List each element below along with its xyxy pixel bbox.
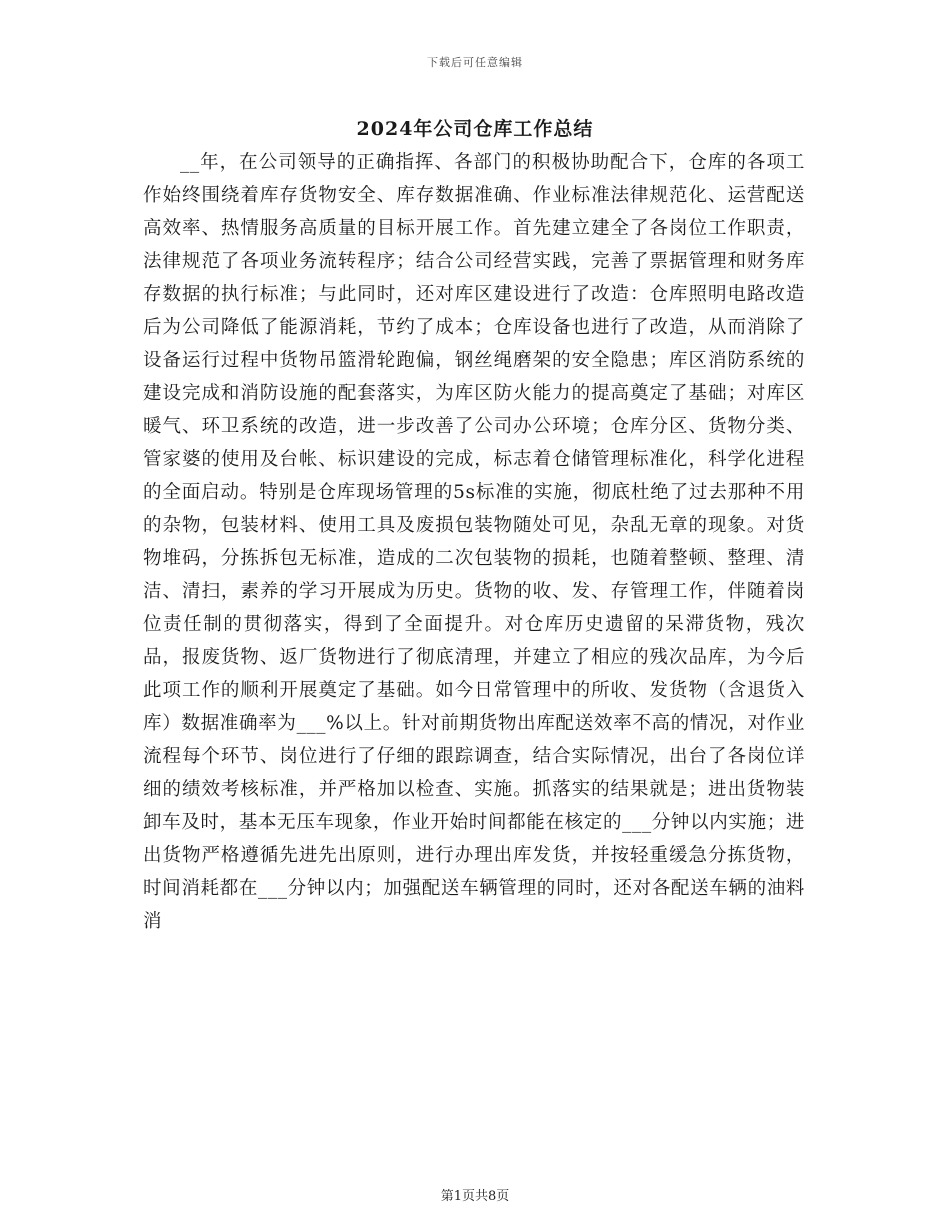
document-title: 2024年公司仓库工作总结 bbox=[356, 118, 594, 140]
page-number: 第1页共8页 bbox=[440, 1189, 510, 1204]
body-paragraph: __年，在公司领导的正确指挥、各部门的积极协助配合下，仓库的各项工作始终围绕着库存货物安全、库存数据准确、作业标准法律规范化、运营配送高效率、热情服务高质量的目标开展工作。首先建立建全了各岗位工作职责，法律规范了各项业务流转程序；结合公司经营实践，完善了票据管理和财务库存数据的执行标准；与此同时，还对库区建设进行了改造：仓库照明电路改造后为公司降低了能源消耗，节约了成本；仓库设备也进行了改造，从而消除了设备运行过程中货物吊篮滑轮跑偏，钢丝绳磨架的安全隐患；库区消防系统的建设完成和消防设施的配套落实，为库区防火能力的提高奠定了基础；对库区暖气、环卫系统的改造，进一步改善了公司办公环境；仓库分区、货物分类、管家婆的使用及台帐、标识建设的完成，标志着仓储管理标准化，科学化进程的全面启动。特别是仓库现场管理的5s标准的实施，彻底杜绝了过去那种不用的杂物，包装材料、使用工具及废损包装物随处可见，杂乱无章的现象。对货物堆码，分拣拆包无标准，造成的二次包装物的损耗，也随着整顿、整理、清洁、清扫，素养的学习开展成为历史。货物的收、发、存管理工作，伴随着岗位责任制的贯彻落实，得到了全面提升。对仓库历史遗留的呆滞货物，残次品，报废货物、返厂货物进行了彻底清理，并建立了相应的残次品库，为今后此项工作的顺利开展奠定了基础。如今日常管理中的所收、发货物（含退货入库）数据准确率为___%以上。针对前期货物出库配送效率不高的情况，对作业流程每个环节、岗位进行了仔细的跟踪调查，结合实际情况，出台了各岗位详细的绩效考核标准，并严格加以检查、实施。抓落实的结果就是；进出货物装卸车及时，基本无压车现象，作业开始时间都能在核定的___分钟以内实施；进出货物严格遵循先进先出原则，进行办理出库发货，并按轻重缓急分拣货物，时间消耗都在___分钟以内；加强配送车辆管理的同时，还对各配送车辆的油料消 bbox=[143, 152, 805, 932]
header-note: 下载后可任意编辑 bbox=[427, 56, 523, 69]
